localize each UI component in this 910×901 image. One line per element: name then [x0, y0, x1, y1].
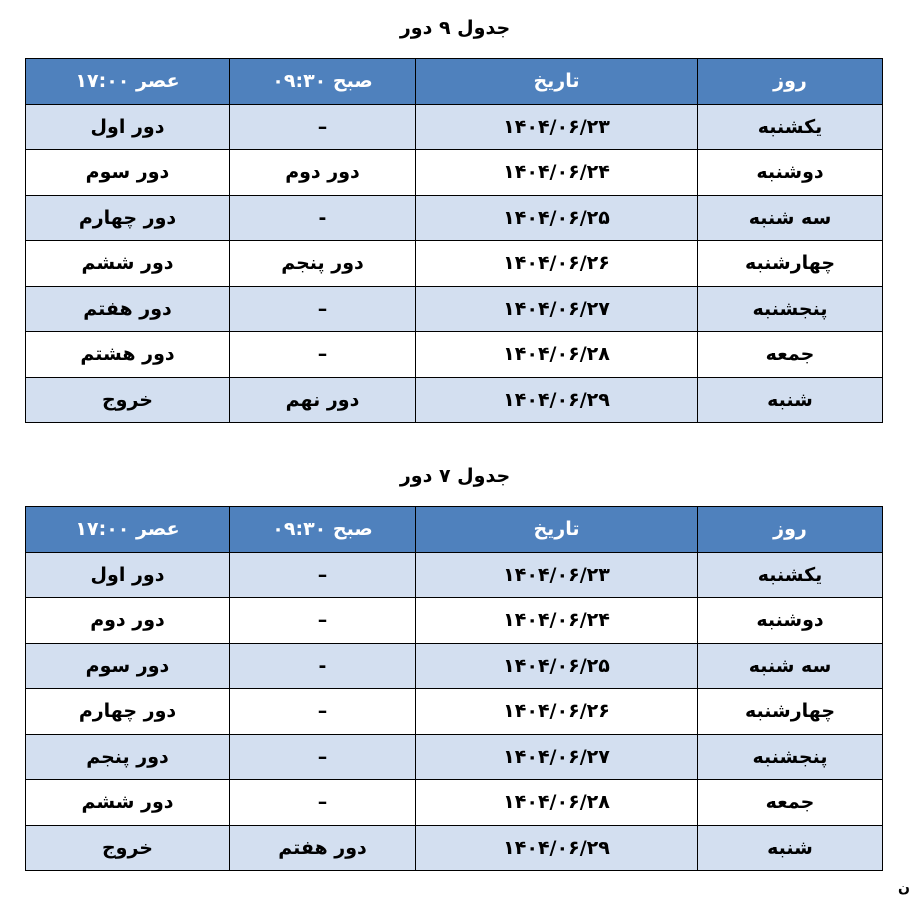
schedule-table-9-rounds — [25, 58, 883, 423]
edge-text-fragment: ن — [898, 880, 910, 896]
cell-evening: دور سوم — [26, 150, 230, 196]
table-header-row — [26, 59, 883, 105]
cell-evening: دور ششم — [26, 780, 230, 826]
table-row — [26, 552, 883, 598]
cell-date: ۱۴۰۴/۰۶/۲۶ — [416, 241, 698, 287]
table-row — [26, 150, 883, 196]
table-row — [26, 332, 883, 378]
cell-day: جمعه — [698, 332, 883, 378]
table-row — [26, 643, 883, 689]
cell-day: دوشنبه — [698, 598, 883, 644]
cell-morning: – — [230, 332, 416, 378]
cell-morning: – — [230, 552, 416, 598]
cell-day: چهارشنبه — [698, 241, 883, 287]
table1-title: جدول ۹ دور — [399, 17, 511, 39]
cell-date: ۱۴۰۴/۰۶/۲۹ — [416, 377, 698, 423]
cell-day: پنجشنبه — [698, 286, 883, 332]
cell-date: ۱۴۰۴/۰۶/۲۳ — [416, 104, 698, 150]
header-morning: صبح ۰۹:۳۰ — [230, 59, 416, 105]
cell-morning: – — [230, 598, 416, 644]
cell-evening: دور چهارم — [26, 689, 230, 735]
cell-day: جمعه — [698, 780, 883, 826]
cell-morning: - — [230, 643, 416, 689]
cell-evening: دور هفتم — [26, 286, 230, 332]
cell-day: یکشنبه — [698, 104, 883, 150]
cell-date: ۱۴۰۴/۰۶/۲۸ — [416, 780, 698, 826]
cell-day: سه شنبه — [698, 195, 883, 241]
header-date: تاریخ — [416, 507, 698, 553]
cell-evening: خروج — [26, 825, 230, 871]
cell-date: ۱۴۰۴/۰۶/۲۷ — [416, 286, 698, 332]
cell-morning: - — [230, 195, 416, 241]
cell-date: ۱۴۰۴/۰۶/۲۷ — [416, 734, 698, 780]
cell-date: ۱۴۰۴/۰۶/۲۵ — [416, 195, 698, 241]
table-row — [26, 598, 883, 644]
cell-date: ۱۴۰۴/۰۶/۲۵ — [416, 643, 698, 689]
cell-evening: دور چهارم — [26, 195, 230, 241]
table-header-row — [26, 507, 883, 553]
header-evening: عصر ۱۷:۰۰ — [26, 507, 230, 553]
cell-day: شنبه — [698, 377, 883, 423]
cell-day: یکشنبه — [698, 552, 883, 598]
cell-evening: دور ششم — [26, 241, 230, 287]
cell-morning: دور نهم — [230, 377, 416, 423]
header-day: روز — [698, 507, 883, 553]
cell-morning: – — [230, 780, 416, 826]
cell-morning: – — [230, 689, 416, 735]
cell-day: شنبه — [698, 825, 883, 871]
cell-evening: دور سوم — [26, 643, 230, 689]
cell-morning: دور پنجم — [230, 241, 416, 287]
cell-evening: خروج — [26, 377, 230, 423]
cell-day: پنجشنبه — [698, 734, 883, 780]
cell-date: ۱۴۰۴/۰۶/۲۴ — [416, 598, 698, 644]
cell-evening: دور اول — [26, 552, 230, 598]
cell-morning: – — [230, 104, 416, 150]
cell-evening: دور دوم — [26, 598, 230, 644]
cell-morning: دور دوم — [230, 150, 416, 196]
table-row — [26, 104, 883, 150]
header-morning: صبح ۰۹:۳۰ — [230, 507, 416, 553]
cell-date: ۱۴۰۴/۰۶/۲۹ — [416, 825, 698, 871]
table-row — [26, 195, 883, 241]
table-row — [26, 241, 883, 287]
cell-date: ۱۴۰۴/۰۶/۲۴ — [416, 150, 698, 196]
table2-title: جدول ۷ دور — [399, 465, 511, 487]
header-day: روز — [698, 59, 883, 105]
table-row — [26, 825, 883, 871]
cell-evening: دور هشتم — [26, 332, 230, 378]
cell-evening: دور پنجم — [26, 734, 230, 780]
cell-evening: دور اول — [26, 104, 230, 150]
table-row — [26, 689, 883, 735]
cell-day: دوشنبه — [698, 150, 883, 196]
table-row — [26, 780, 883, 826]
header-evening: عصر ۱۷:۰۰ — [26, 59, 230, 105]
cell-date: ۱۴۰۴/۰۶/۲۶ — [416, 689, 698, 735]
cell-date: ۱۴۰۴/۰۶/۲۸ — [416, 332, 698, 378]
cell-morning: دور هفتم — [230, 825, 416, 871]
cell-day: سه شنبه — [698, 643, 883, 689]
cell-morning: – — [230, 734, 416, 780]
cell-date: ۱۴۰۴/۰۶/۲۳ — [416, 552, 698, 598]
cell-day: چهارشنبه — [698, 689, 883, 735]
table-row — [26, 734, 883, 780]
cell-morning: – — [230, 286, 416, 332]
table-row — [26, 377, 883, 423]
header-date: تاریخ — [416, 59, 698, 105]
schedule-table-7-rounds — [25, 506, 883, 871]
table-row — [26, 286, 883, 332]
